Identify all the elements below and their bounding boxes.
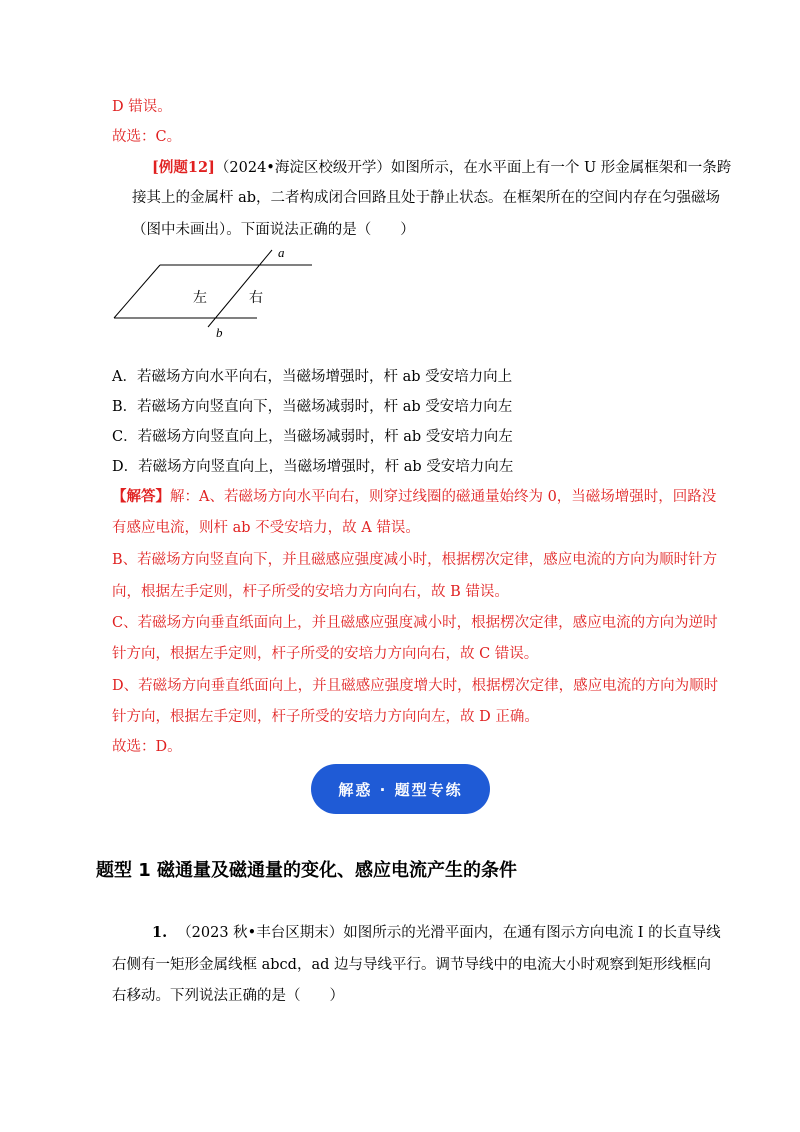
- solution-line7: D、若磁场方向垂直纸面向上，并且磁感应强度增大时，根据楞次定律，感应电流的方向为顺时: [112, 678, 719, 694]
- example-line2: 接其上的金属杆 ab，二者构成闭合回路且处于静止状态。在框架所在的空间内存在匀强磁场: [132, 190, 721, 206]
- solution-line2: 有感应电流，则杆 ab 不受安培力，故 A 错误。: [112, 520, 420, 536]
- option-c: C．若磁场方向竖直向上，当磁场减弱时，杆 ab 受安培力向左: [112, 429, 513, 445]
- q1-line1: [152, 923, 721, 943]
- option-a: A．若磁场方向水平向右，当磁场增强时，杆 ab 受安培力向上: [112, 369, 513, 385]
- frame-left-side: [114, 265, 160, 318]
- q1-line2: 右侧有一矩形金属线框 abcd，ad 边与导线平行。调节导线中的电流大小时观察到矩形线框向: [112, 957, 711, 973]
- prev-answer: 故选：C。: [112, 129, 182, 145]
- option-d: D．若磁场方向竖直向上，当磁场增强时，杆 ab 受安培力向左: [112, 459, 514, 475]
- solution-line4: 向，根据左手定则，杆子所受的安培力方向向右，故 B 错误。: [112, 584, 509, 600]
- solution-text-1: 解：A、若磁场方向水平向右，则穿过线圈的磁通量始终为 0，当磁场增强时，回路没: [170, 489, 717, 505]
- example-text-line1: （2024•海淀区校级开学）如图所示，在水平面上有一个 U 形金属框架和一条跨: [214, 160, 732, 176]
- example-answer: 故选：D。: [112, 739, 182, 755]
- solution-line3: B、若磁场方向竖直向下，并且磁感应强度减小时，根据楞次定律，感应电流的方向为顺时针方: [112, 552, 718, 568]
- option-b: B．若磁场方向竖直向下，当磁场减弱时，杆 ab 受安培力向左: [112, 399, 513, 415]
- prev-d-wrong: D 错误。: [112, 99, 172, 115]
- u-frame-figure: [112, 245, 312, 340]
- example-line1: [152, 158, 731, 178]
- label-left: 左: [193, 290, 207, 306]
- solution-line8: 针方向，根据左手定则，杆子所受的安培力方向向左，故 D 正确。: [112, 709, 539, 725]
- solution-line6: 针方向，根据左手定则，杆子所受的安培力方向向右，故 C 错误。: [112, 646, 539, 662]
- practice-banner: 解惑 · 题型专练: [311, 764, 490, 814]
- q1-text-1: （2023 秋•丰台区期末）如图所示的光滑平面内，在通有图示方向电流 I 的长直导线: [177, 925, 721, 941]
- q1-line3: 右移动。下列说法正确的是（ ）: [112, 988, 344, 1004]
- rod-ab: [208, 250, 272, 327]
- solution-tag: 【解答】: [112, 488, 170, 505]
- label-b: b: [216, 325, 223, 340]
- solution-line5: C、若磁场方向垂直纸面向上，并且磁感应强度减小时，根据楞次定律，感应电流的方向为逆时: [112, 615, 718, 631]
- q1-number: 1.: [152, 924, 168, 941]
- label-right: 右: [249, 290, 263, 306]
- label-a: a: [278, 245, 285, 260]
- solution-line1: [112, 487, 716, 507]
- example-line3: （图中未画出）。下面说法正确的是（ ）: [132, 222, 415, 238]
- section-heading: 题型 1 磁通量及磁通量的变化、感应电流产生的条件: [96, 860, 518, 881]
- example-label: [例题12]: [152, 159, 215, 176]
